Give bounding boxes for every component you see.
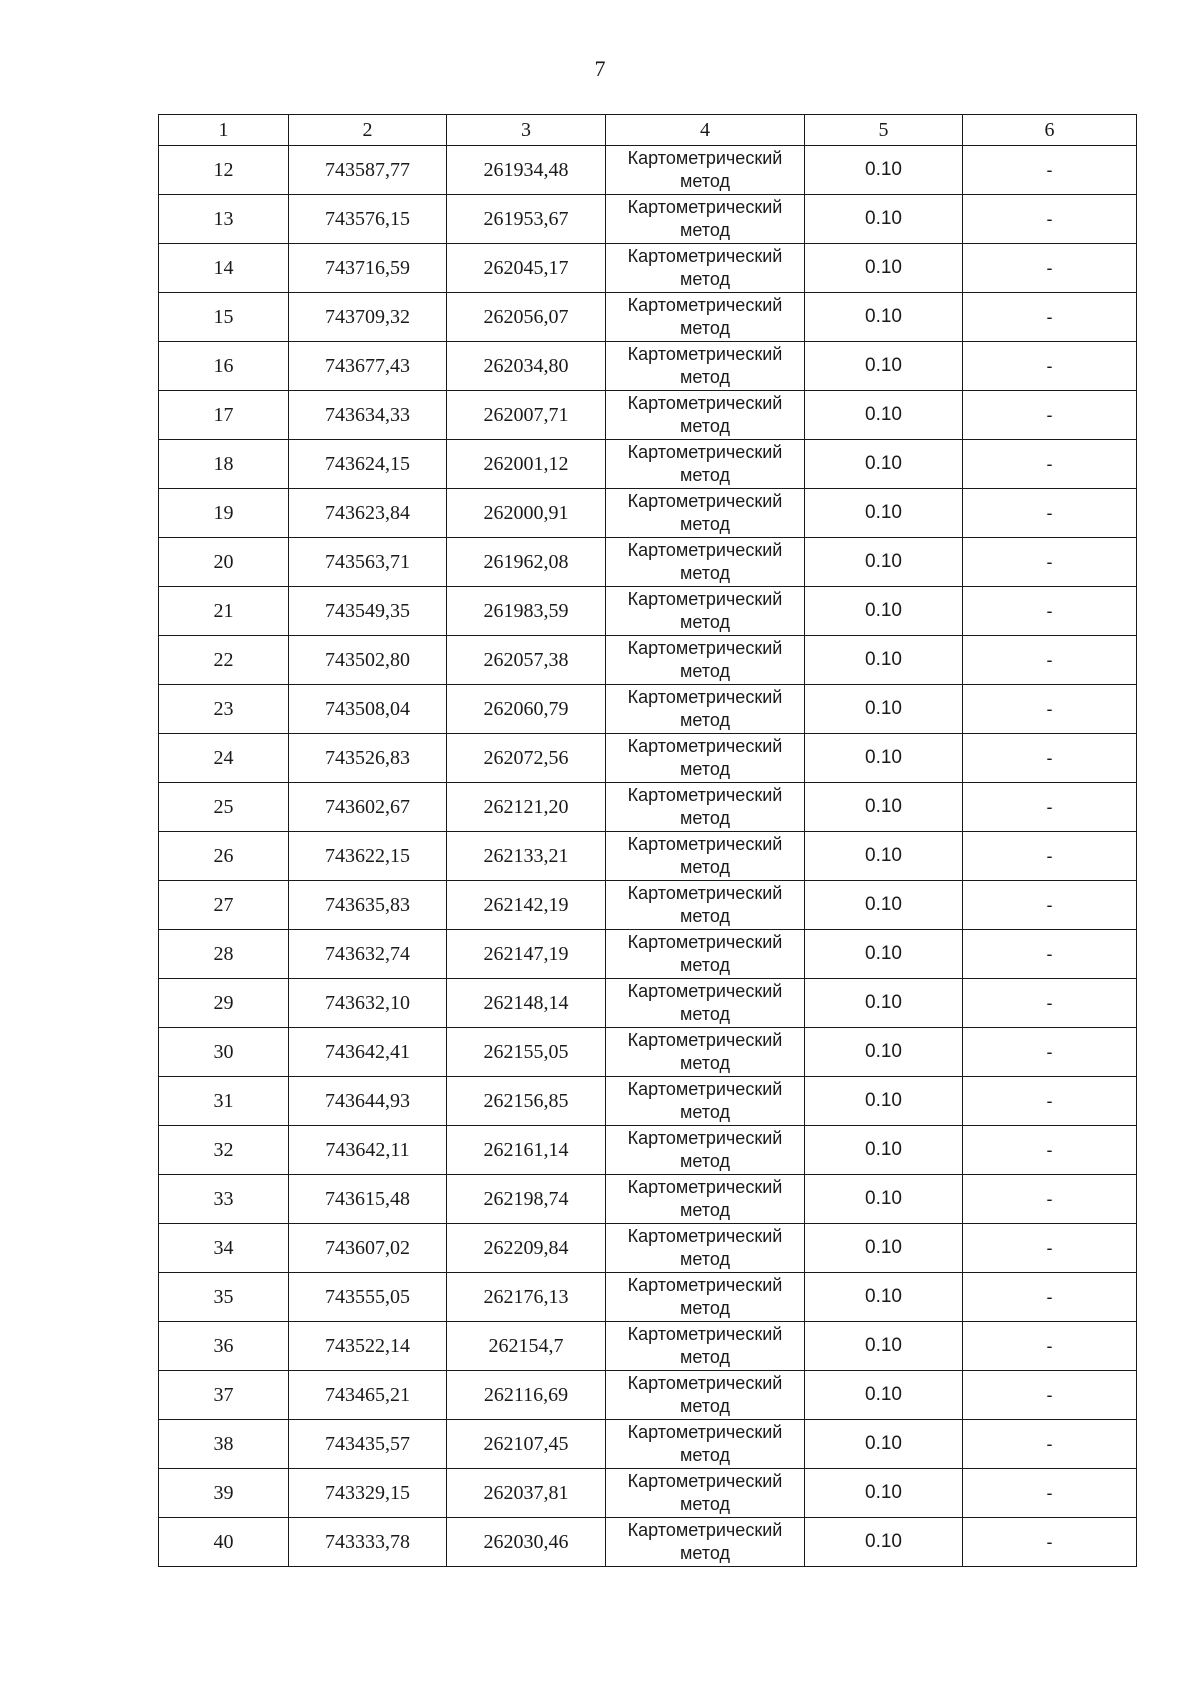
- table-row: [159, 1224, 1137, 1273]
- method-cell: [606, 1469, 805, 1518]
- method-cell: [606, 146, 805, 195]
- accuracy-cell: 0.10: [805, 881, 963, 930]
- point-number-cell: 14: [159, 244, 289, 293]
- x-coordinate-cell: 743623,84: [289, 489, 447, 538]
- accuracy-cell: 0.10: [805, 1273, 963, 1322]
- x-coordinate-cell: 743526,83: [289, 734, 447, 783]
- method-cell: [606, 881, 805, 930]
- table-row: [159, 1371, 1137, 1420]
- method-line-1: Картометрический: [627, 246, 783, 266]
- x-coordinate-cell: 743635,83: [289, 881, 447, 930]
- accuracy-cell: 0.10: [805, 146, 963, 195]
- method-cell: [606, 1518, 805, 1567]
- x-coordinate-cell: 743508,04: [289, 685, 447, 734]
- y-coordinate-cell: 262142,19: [447, 881, 606, 930]
- accuracy-cell: 0.10: [805, 342, 963, 391]
- method-line-2: метод: [680, 857, 730, 877]
- table-row: [159, 244, 1137, 293]
- table-row: [159, 685, 1137, 734]
- method-line-2: метод: [680, 1102, 730, 1122]
- y-coordinate-cell: 262000,91: [447, 489, 606, 538]
- method-line-2: метод: [680, 906, 730, 926]
- point-number-cell: 23: [159, 685, 289, 734]
- table-row: [159, 293, 1137, 342]
- method-cell: [606, 587, 805, 636]
- method-cell: [606, 1371, 805, 1420]
- method-line-2: метод: [680, 1298, 730, 1318]
- note-cell: -: [963, 832, 1137, 881]
- x-coordinate-cell: 743587,77: [289, 146, 447, 195]
- y-coordinate-cell: 262209,84: [447, 1224, 606, 1273]
- x-coordinate-cell: 743563,71: [289, 538, 447, 587]
- column-header: 6: [963, 115, 1137, 146]
- note-cell: -: [963, 1224, 1137, 1273]
- point-number-cell: 33: [159, 1175, 289, 1224]
- method-line-2: метод: [680, 612, 730, 632]
- y-coordinate-cell: 262154,7: [447, 1322, 606, 1371]
- table-row: [159, 195, 1137, 244]
- point-number-cell: 38: [159, 1420, 289, 1469]
- accuracy-cell: 0.10: [805, 734, 963, 783]
- point-number-cell: 28: [159, 930, 289, 979]
- method-cell: [606, 636, 805, 685]
- accuracy-cell: 0.10: [805, 489, 963, 538]
- method-cell: [606, 930, 805, 979]
- note-cell: -: [963, 1469, 1137, 1518]
- column-header: 4: [606, 115, 805, 146]
- method-line-2: метод: [680, 318, 730, 338]
- method-line-1: Картометрический: [627, 883, 783, 903]
- method-line-2: метод: [680, 1249, 730, 1269]
- accuracy-cell: 0.10: [805, 1518, 963, 1567]
- note-cell: -: [963, 1175, 1137, 1224]
- table-row: [159, 881, 1137, 930]
- method-line-1: Картометрический: [627, 344, 783, 364]
- point-number-cell: 37: [159, 1371, 289, 1420]
- y-coordinate-cell: 261934,48: [447, 146, 606, 195]
- method-line-1: Картометрический: [627, 1373, 783, 1393]
- table-row: [159, 587, 1137, 636]
- y-coordinate-cell: 262007,71: [447, 391, 606, 440]
- method-line-2: метод: [680, 367, 730, 387]
- table-row: [159, 342, 1137, 391]
- y-coordinate-cell: 262198,74: [447, 1175, 606, 1224]
- note-cell: -: [963, 1420, 1137, 1469]
- method-cell: [606, 1028, 805, 1077]
- point-number-cell: 40: [159, 1518, 289, 1567]
- x-coordinate-cell: 743555,05: [289, 1273, 447, 1322]
- method-cell: [606, 1077, 805, 1126]
- method-cell: [606, 244, 805, 293]
- y-coordinate-cell: 261953,67: [447, 195, 606, 244]
- method-line-1: Картометрический: [627, 491, 783, 511]
- note-cell: -: [963, 1273, 1137, 1322]
- method-line-2: метод: [680, 1543, 730, 1563]
- method-line-2: метод: [680, 1396, 730, 1416]
- x-coordinate-cell: 743607,02: [289, 1224, 447, 1273]
- table-row: [159, 1518, 1137, 1567]
- note-cell: -: [963, 342, 1137, 391]
- x-coordinate-cell: 743602,67: [289, 783, 447, 832]
- method-line-2: метод: [680, 661, 730, 681]
- method-line-2: метод: [680, 1053, 730, 1073]
- table-row: [159, 391, 1137, 440]
- table-row: [159, 1420, 1137, 1469]
- method-line-1: Картометрический: [627, 1520, 783, 1540]
- page-number: 7: [594, 56, 606, 81]
- accuracy-cell: 0.10: [805, 1077, 963, 1126]
- table-row: [159, 1077, 1137, 1126]
- y-coordinate-cell: 262107,45: [447, 1420, 606, 1469]
- method-cell: [606, 391, 805, 440]
- method-line-2: метод: [680, 710, 730, 730]
- note-cell: -: [963, 1518, 1137, 1567]
- method-line-2: метод: [680, 1494, 730, 1514]
- note-cell: -: [963, 538, 1137, 587]
- accuracy-cell: 0.10: [805, 1322, 963, 1371]
- accuracy-cell: 0.10: [805, 1420, 963, 1469]
- method-cell: [606, 489, 805, 538]
- coordinates-table: [158, 114, 1137, 1567]
- method-line-1: Картометрический: [627, 736, 783, 756]
- method-line-2: метод: [680, 220, 730, 240]
- table-row: [159, 636, 1137, 685]
- method-cell: [606, 832, 805, 881]
- method-line-1: Картометрический: [627, 932, 783, 952]
- x-coordinate-cell: 743634,33: [289, 391, 447, 440]
- method-line-2: метод: [680, 416, 730, 436]
- note-cell: -: [963, 587, 1137, 636]
- point-number-cell: 32: [159, 1126, 289, 1175]
- y-coordinate-cell: 262176,13: [447, 1273, 606, 1322]
- table-body: [159, 146, 1137, 1567]
- method-line-1: Картометрический: [627, 638, 783, 658]
- method-line-1: Картометрический: [627, 393, 783, 413]
- y-coordinate-cell: 262045,17: [447, 244, 606, 293]
- table-row: [159, 930, 1137, 979]
- method-line-1: Картометрический: [627, 687, 783, 707]
- accuracy-cell: 0.10: [805, 195, 963, 244]
- method-cell: [606, 979, 805, 1028]
- point-number-cell: 25: [159, 783, 289, 832]
- y-coordinate-cell: 262056,07: [447, 293, 606, 342]
- method-cell: [606, 342, 805, 391]
- point-number-cell: 15: [159, 293, 289, 342]
- note-cell: -: [963, 979, 1137, 1028]
- note-cell: -: [963, 195, 1137, 244]
- y-coordinate-cell: 262072,56: [447, 734, 606, 783]
- method-cell: [606, 1322, 805, 1371]
- x-coordinate-cell: 743632,10: [289, 979, 447, 1028]
- y-coordinate-cell: 262030,46: [447, 1518, 606, 1567]
- column-header: 3: [447, 115, 606, 146]
- note-cell: -: [963, 636, 1137, 685]
- note-cell: -: [963, 734, 1137, 783]
- accuracy-cell: 0.10: [805, 538, 963, 587]
- table-row: [159, 1126, 1137, 1175]
- note-cell: -: [963, 783, 1137, 832]
- point-number-cell: 31: [159, 1077, 289, 1126]
- accuracy-cell: 0.10: [805, 293, 963, 342]
- accuracy-cell: 0.10: [805, 1175, 963, 1224]
- method-line-1: Картометрический: [627, 785, 783, 805]
- note-cell: -: [963, 881, 1137, 930]
- x-coordinate-cell: 743502,80: [289, 636, 447, 685]
- y-coordinate-cell: 262147,19: [447, 930, 606, 979]
- table-header: [159, 115, 1137, 146]
- point-number-cell: 24: [159, 734, 289, 783]
- method-line-2: метод: [680, 1445, 730, 1465]
- point-number-cell: 19: [159, 489, 289, 538]
- method-cell: [606, 293, 805, 342]
- note-cell: -: [963, 489, 1137, 538]
- y-coordinate-cell: 262060,79: [447, 685, 606, 734]
- point-number-cell: 12: [159, 146, 289, 195]
- note-cell: -: [963, 293, 1137, 342]
- point-number-cell: 34: [159, 1224, 289, 1273]
- method-line-1: Картометрический: [627, 442, 783, 462]
- method-line-1: Картометрический: [627, 1079, 783, 1099]
- header-row: [159, 115, 1137, 146]
- x-coordinate-cell: 743642,11: [289, 1126, 447, 1175]
- table-row: [159, 146, 1137, 195]
- method-line-2: метод: [680, 955, 730, 975]
- x-coordinate-cell: 743576,15: [289, 195, 447, 244]
- method-line-1: Картометрический: [627, 981, 783, 1001]
- point-number-cell: 21: [159, 587, 289, 636]
- point-number-cell: 16: [159, 342, 289, 391]
- method-line-2: метод: [680, 808, 730, 828]
- x-coordinate-cell: 743709,32: [289, 293, 447, 342]
- y-coordinate-cell: 262001,12: [447, 440, 606, 489]
- y-coordinate-cell: 262116,69: [447, 1371, 606, 1420]
- method-cell: [606, 1224, 805, 1273]
- y-coordinate-cell: 262133,21: [447, 832, 606, 881]
- accuracy-cell: 0.10: [805, 1126, 963, 1175]
- column-header: 1: [159, 115, 289, 146]
- note-cell: -: [963, 685, 1137, 734]
- method-line-1: Картометрический: [627, 834, 783, 854]
- point-number-cell: 22: [159, 636, 289, 685]
- note-cell: -: [963, 1077, 1137, 1126]
- table-row: [159, 538, 1137, 587]
- y-coordinate-cell: 261962,08: [447, 538, 606, 587]
- y-coordinate-cell: 261983,59: [447, 587, 606, 636]
- method-cell: [606, 1126, 805, 1175]
- method-line-1: Картометрический: [627, 1422, 783, 1442]
- table-row: [159, 979, 1137, 1028]
- method-line-2: метод: [680, 1200, 730, 1220]
- method-line-1: Картометрический: [627, 1275, 783, 1295]
- x-coordinate-cell: 743632,74: [289, 930, 447, 979]
- point-number-cell: 35: [159, 1273, 289, 1322]
- accuracy-cell: 0.10: [805, 979, 963, 1028]
- x-coordinate-cell: 743465,21: [289, 1371, 447, 1420]
- method-cell: [606, 734, 805, 783]
- accuracy-cell: 0.10: [805, 244, 963, 293]
- point-number-cell: 13: [159, 195, 289, 244]
- method-line-1: Картометрический: [627, 1030, 783, 1050]
- x-coordinate-cell: 743615,48: [289, 1175, 447, 1224]
- method-line-2: метод: [680, 171, 730, 191]
- accuracy-cell: 0.10: [805, 391, 963, 440]
- method-line-2: метод: [680, 269, 730, 289]
- method-line-1: Картометрический: [627, 197, 783, 217]
- method-cell: [606, 538, 805, 587]
- accuracy-cell: 0.10: [805, 440, 963, 489]
- note-cell: -: [963, 391, 1137, 440]
- x-coordinate-cell: 743329,15: [289, 1469, 447, 1518]
- method-line-1: Картометрический: [627, 540, 783, 560]
- table-row: [159, 783, 1137, 832]
- table-row: [159, 1469, 1137, 1518]
- y-coordinate-cell: 262121,20: [447, 783, 606, 832]
- y-coordinate-cell: 262155,05: [447, 1028, 606, 1077]
- note-cell: -: [963, 1322, 1137, 1371]
- y-coordinate-cell: 262037,81: [447, 1469, 606, 1518]
- table-row: [159, 1322, 1137, 1371]
- table-row: [159, 1028, 1137, 1077]
- accuracy-cell: 0.10: [805, 783, 963, 832]
- method-line-2: метод: [680, 1004, 730, 1024]
- y-coordinate-cell: 262161,14: [447, 1126, 606, 1175]
- note-cell: -: [963, 1126, 1137, 1175]
- table-row: [159, 832, 1137, 881]
- note-cell: -: [963, 930, 1137, 979]
- column-header: 5: [805, 115, 963, 146]
- x-coordinate-cell: 743624,15: [289, 440, 447, 489]
- accuracy-cell: 0.10: [805, 685, 963, 734]
- point-number-cell: 18: [159, 440, 289, 489]
- accuracy-cell: 0.10: [805, 832, 963, 881]
- method-cell: [606, 1175, 805, 1224]
- method-line-2: метод: [680, 1347, 730, 1367]
- point-number-cell: 29: [159, 979, 289, 1028]
- y-coordinate-cell: 262156,85: [447, 1077, 606, 1126]
- accuracy-cell: 0.10: [805, 930, 963, 979]
- method-cell: [606, 1420, 805, 1469]
- table-row: [159, 440, 1137, 489]
- note-cell: -: [963, 244, 1137, 293]
- method-line-2: метод: [680, 563, 730, 583]
- point-number-cell: 26: [159, 832, 289, 881]
- method-cell: [606, 1273, 805, 1322]
- method-cell: [606, 440, 805, 489]
- method-line-1: Картометрический: [627, 148, 783, 168]
- method-line-2: метод: [680, 465, 730, 485]
- table-row: [159, 489, 1137, 538]
- x-coordinate-cell: 743644,93: [289, 1077, 447, 1126]
- accuracy-cell: 0.10: [805, 1469, 963, 1518]
- method-cell: [606, 685, 805, 734]
- accuracy-cell: 0.10: [805, 636, 963, 685]
- method-line-2: метод: [680, 1151, 730, 1171]
- table-row: [159, 1273, 1137, 1322]
- table-row: [159, 1175, 1137, 1224]
- point-number-cell: 36: [159, 1322, 289, 1371]
- point-number-cell: 27: [159, 881, 289, 930]
- point-number-cell: 20: [159, 538, 289, 587]
- note-cell: -: [963, 146, 1137, 195]
- x-coordinate-cell: 743549,35: [289, 587, 447, 636]
- note-cell: -: [963, 1371, 1137, 1420]
- y-coordinate-cell: 262148,14: [447, 979, 606, 1028]
- accuracy-cell: 0.10: [805, 1371, 963, 1420]
- x-coordinate-cell: 743435,57: [289, 1420, 447, 1469]
- point-number-cell: 17: [159, 391, 289, 440]
- note-cell: -: [963, 1028, 1137, 1077]
- point-number-cell: 39: [159, 1469, 289, 1518]
- x-coordinate-cell: 743622,15: [289, 832, 447, 881]
- accuracy-cell: 0.10: [805, 1028, 963, 1077]
- x-coordinate-cell: 743642,41: [289, 1028, 447, 1077]
- table-row: [159, 734, 1137, 783]
- x-coordinate-cell: 743333,78: [289, 1518, 447, 1567]
- x-coordinate-cell: 743677,43: [289, 342, 447, 391]
- method-line-1: Картометрический: [627, 1177, 783, 1197]
- method-line-1: Картометрический: [627, 1128, 783, 1148]
- point-number-cell: 30: [159, 1028, 289, 1077]
- x-coordinate-cell: 743716,59: [289, 244, 447, 293]
- y-coordinate-cell: 262057,38: [447, 636, 606, 685]
- method-line-2: метод: [680, 759, 730, 779]
- y-coordinate-cell: 262034,80: [447, 342, 606, 391]
- accuracy-cell: 0.10: [805, 1224, 963, 1273]
- x-coordinate-cell: 743522,14: [289, 1322, 447, 1371]
- method-line-2: метод: [680, 514, 730, 534]
- method-line-1: Картометрический: [627, 589, 783, 609]
- method-line-1: Картометрический: [627, 295, 783, 315]
- column-header: 2: [289, 115, 447, 146]
- method-cell: [606, 783, 805, 832]
- method-line-1: Картометрический: [627, 1226, 783, 1246]
- method-line-1: Картометрический: [627, 1471, 783, 1491]
- accuracy-cell: 0.10: [805, 587, 963, 636]
- note-cell: -: [963, 440, 1137, 489]
- method-cell: [606, 195, 805, 244]
- method-line-1: Картометрический: [627, 1324, 783, 1344]
